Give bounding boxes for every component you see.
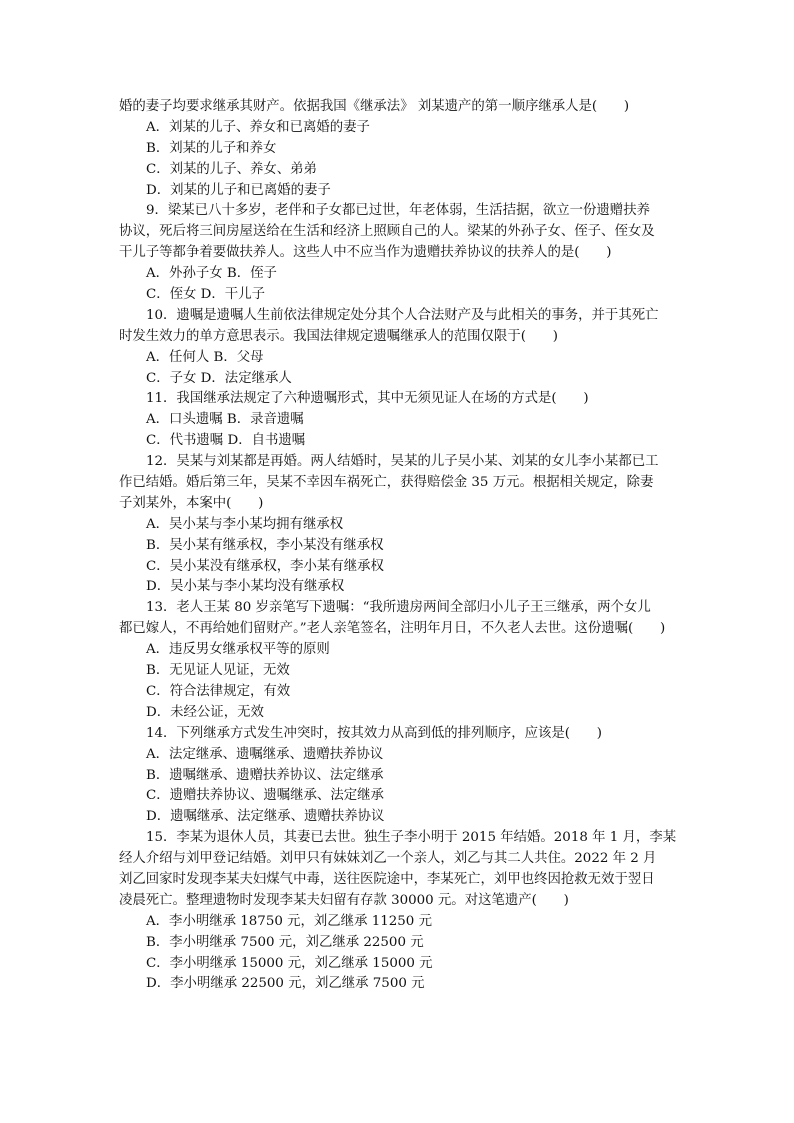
question-block (119, 306, 675, 390)
question-stem-line: 经人介绍与刘甲登记结婚。刘甲只有妹妹刘乙一个亲人，刘乙与其二人共住。2022 年 2 月 (119, 851, 657, 867)
question-stem-line: 作已结婚。婚后第三年，吴某不幸因车祸死亡，获得赔偿金 35 万元。根据相关规定，除妻 (119, 475, 654, 491)
question-list (119, 97, 675, 995)
option-line: B．吴小某有继承权，李小某没有继承权 (146, 537, 384, 553)
option-line: B．遗嘱继承、遗赠扶养协议、法定继承 (146, 767, 384, 783)
question-block (119, 724, 675, 828)
question-block (119, 452, 675, 598)
option-line: A．任何人 B．父母 (146, 349, 264, 365)
option-line: C．刘某的儿子、养女、弟弟 (146, 161, 317, 177)
question-block (119, 598, 675, 723)
question-stem-line: 10．遗嘱是遗嘱人生前依法律规定处分其个人合法财产及与此相关的事务，并于其死亡 (146, 307, 659, 323)
question-stem-line: 子刘某外，本案中( ) (119, 495, 264, 511)
option-line: D．刘某的儿子和已离婚的妻子 (146, 182, 331, 198)
question-stem-line: 协议，死后将三间房屋送给在生活和经济上照顾自己的人。梁某的外孙子女、侄子、侄女及 (119, 224, 655, 240)
question-stem-line: 9．梁某已八十多岁，老伴和子女都已过世，年老体弱，生活拮据，欲立一份遗赠扶养 (146, 203, 650, 219)
question-8-stem-continuation: 婚的妻子均要求继承其财产。依据我国《继承法》 刘某遗产的第一顺序继承人是( ) (119, 99, 630, 114)
option-line: A．吴小某与李小某均拥有继承权 (146, 516, 344, 532)
option-line: B．刘某的儿子和养女 (146, 140, 277, 156)
option-line: D．李小明继承 22500 元，刘乙继承 7500 元 (146, 976, 425, 992)
question-stem-line: 12．吴某与刘某都是再婚。两人结婚时，吴某的儿子吴小某、刘某的女儿李小某都已工 (146, 454, 659, 470)
option-line: C．遗赠扶养协议、遗嘱继承、法定继承 (146, 788, 384, 804)
question-stem-line: 14．下列继承方式发生冲突时，按其效力从高到低的排列顺序，应该是( ) (146, 725, 602, 741)
option-line: A．刘某的儿子、养女和已离婚的妻子 (146, 119, 370, 135)
option-line: C．子女 D．法定继承人 (146, 370, 292, 386)
option-line: B．李小明继承 7500 元，刘乙继承 22500 元 (146, 934, 424, 950)
option-line: A．法定继承、遗嘱继承、遗赠扶养协议 (146, 746, 384, 762)
option-line: C．侄女 D．干儿子 (146, 287, 265, 303)
option-line: A．李小明继承 18750 元，刘乙继承 11250 元 (146, 913, 432, 929)
option-line: D．遗嘱继承、法定继承、遗赠扶养协议 (146, 809, 385, 825)
option-line: A．外孙子女 B．侄子 (146, 266, 277, 282)
option-line: D．吴小某与李小某均没有继承权 (146, 579, 345, 595)
question-stem-line: 15．李某为退休人员，其妻已去世。独生子李小明于 2015 年结婚。2018 年 1 月，李某 (146, 830, 677, 846)
question-stem-line: 时发生效力的单方意思表示。我国法律规定遗嘱继承人的范围仅限于( ) (119, 328, 558, 344)
question-stem-line: 都已嫁人，不再给她们留财产。”老人亲笔签名，注明年月日，不久老人去世。这份遗嘱( ) (119, 621, 666, 637)
option-line: A．违反男女继承权平等的原则 (146, 642, 330, 658)
question-block (119, 828, 675, 995)
option-line: C．代书遗嘱 D．自书遗嘱 (146, 433, 306, 449)
option-line: C．符合法律规定，有效 (146, 683, 291, 699)
question-stem-line: 凌晨死亡。整理遗物时发现李某夫妇留有存款 30000 元。对这笔遗产( ) (119, 892, 569, 908)
option-line: B．无见证人见证，无效 (146, 663, 290, 679)
question-stem-line: 干儿子等都争着要做扶养人。这些人中不应当作为遗赠扶养协议的扶养人的是( ) (119, 245, 612, 261)
question-stem-line: 11．我国继承法规定了六种遗嘱形式，其中无须见证人在场的方式是( ) (146, 391, 589, 407)
option-line: D．未经公证，无效 (146, 704, 264, 720)
question-stem-line: 13．老人王某 80 岁亲笔写下遗嘱：“我所遗房两间全部归小儿子王三继承，两个女儿 (146, 600, 651, 616)
question-block (119, 201, 675, 305)
option-line: A．口头遗嘱 B．录音遗嘱 (146, 412, 304, 428)
question-block (119, 389, 675, 452)
option-line: C．李小明继承 15000 元，刘乙继承 15000 元 (146, 955, 433, 971)
question-stem-line: 刘乙回家时发现李某夫妇煤气中毒，送往医院途中，李某死亡，刘甲也终因抢救无效于翌日 (119, 871, 655, 887)
option-line: C．吴小某没有继承权，李小某有继承权 (146, 558, 384, 574)
